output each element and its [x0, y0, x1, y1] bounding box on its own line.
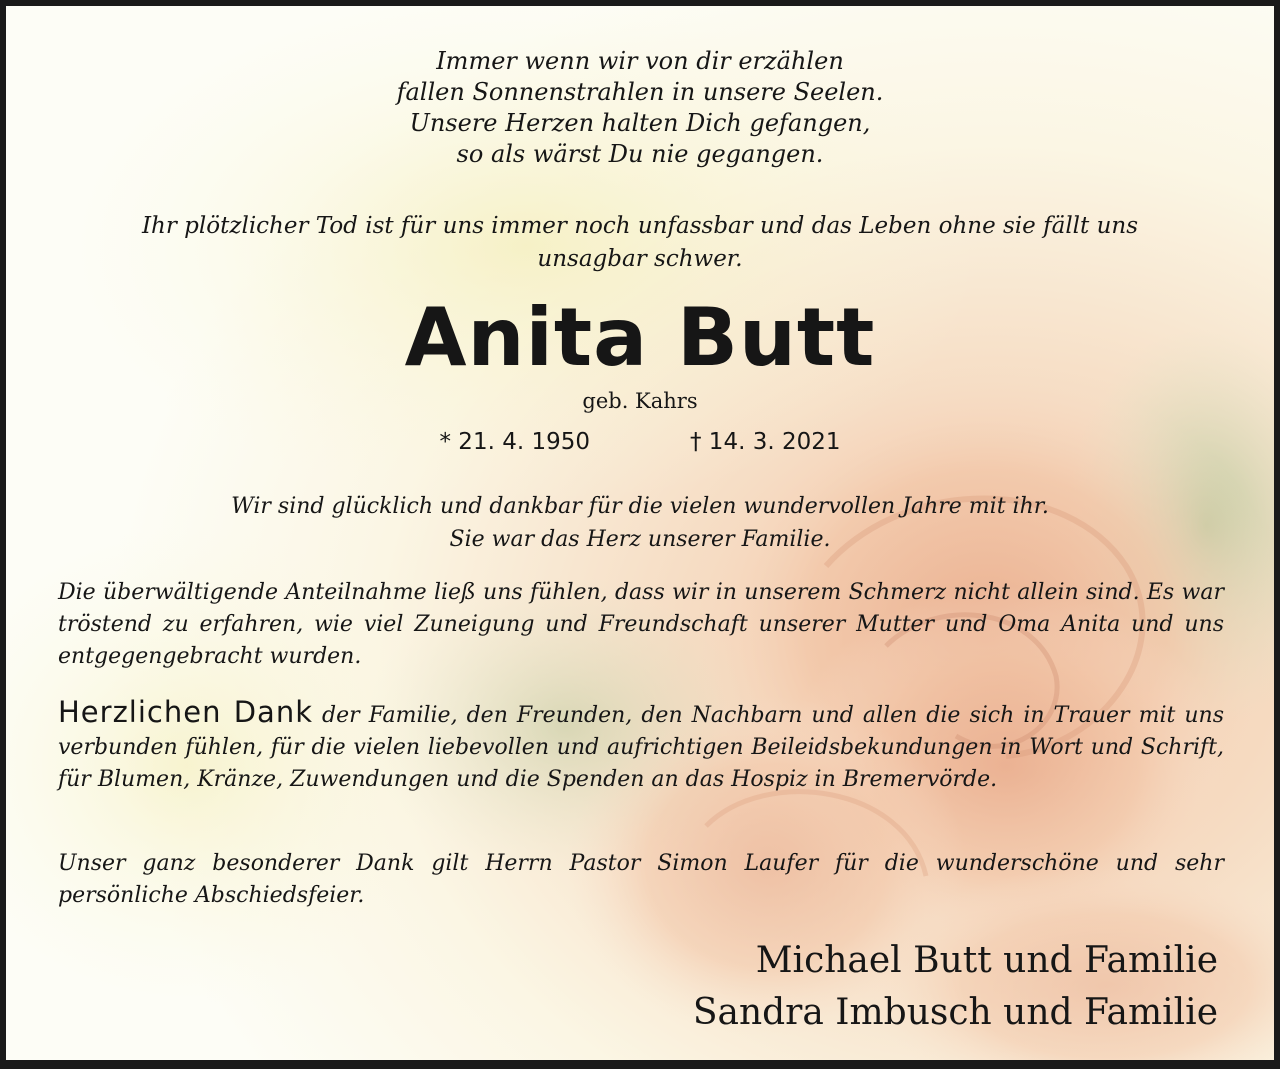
obituary-text: [6, 6, 1274, 1060]
thanks-heading: Herzlichen Dank: [58, 695, 313, 729]
intro-line: unsagbar schwer.: [537, 246, 743, 272]
deceased-name: Anita Butt: [404, 291, 876, 384]
poem-line: Unsere Herzen halten Dich gefangen,: [409, 109, 871, 137]
gratitude-text: [6, 490, 1274, 556]
poem: [6, 46, 1274, 170]
intro-text: [6, 210, 1274, 276]
intro-line: Ihr plötzlicher Tod ist für uns immer noch unfassbar und das Leben ohne sie fällt uns: [141, 213, 1139, 239]
birth-name: geb. Kahrs: [582, 389, 698, 413]
sympathy-paragraph: Die überwältigende Anteilnahme ließ uns fühlen, dass wir in unserem Schmerz nicht allein sind. Es war tröstend zu erfahren, wie viel Zuneigung und Freundschaft unserer Mutter und Oma Anita und uns entgegengebracht wurden.: [58, 580, 1224, 669]
gratitude-line: Sie war das Herz unserer Familie.: [449, 527, 831, 552]
thanks-paragraph-text: der Familie, den Freunden, den Nachbarn und allen die sich in Trauer mit uns verbunden fühlen, für die vielen liebevollen und aufrichtigen Beileidsbekundungen in Wort und Schrift, für Blumen, Kränze, Zuwendungen und die Spenden an das Hospiz in Bremervörde.: [58, 703, 1225, 792]
poem-line: fallen Sonnenstrahlen in unsere Seelen.: [396, 78, 884, 106]
life-dates: [6, 426, 1274, 458]
gratitude-line: Wir sind glücklich und dankbar für die vielen wundervollen Jahre mit ihr.: [231, 494, 1049, 519]
birth-date: * 21. 4. 1950: [439, 429, 590, 455]
signature-line: Sandra Imbusch und Familie: [692, 992, 1218, 1033]
poem-line: Immer wenn wir von dir erzählen: [436, 47, 844, 75]
signature-line: Michael Butt und Familie: [755, 940, 1218, 981]
thanks-paragraph: [58, 696, 1224, 796]
poem-line: so als wärst Du nie gegangen.: [456, 140, 824, 168]
pastor-thanks-paragraph: Unser ganz besonderer Dank gilt Herrn Pastor Simon Laufer für die wunderschöne und sehr persönliche Abschiedsfeier.: [58, 851, 1224, 908]
death-date: † 14. 3. 2021: [690, 429, 841, 455]
